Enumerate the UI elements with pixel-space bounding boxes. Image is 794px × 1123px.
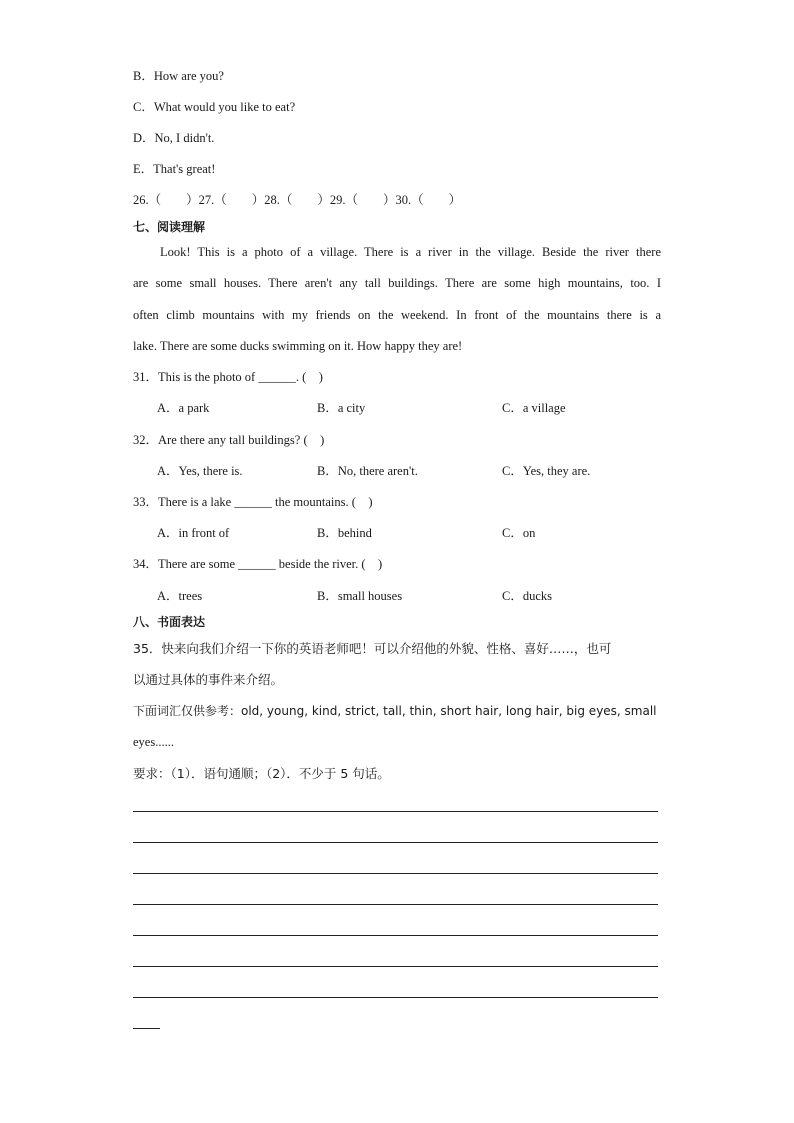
question-31: 31．This is the photo of ______. ( )	[133, 370, 323, 384]
writing-line[interactable]	[133, 873, 658, 874]
passage-line-3: often climb mountains with my friends on the weekend. In front of the mountains there is a	[133, 308, 661, 322]
section-8-title: 八、书面表达	[133, 615, 206, 629]
option-e: E．That's great!	[133, 162, 216, 176]
writing-line[interactable]	[133, 997, 658, 998]
q31-option-a: A．a park	[157, 401, 210, 415]
q34-option-a: A．trees	[157, 589, 203, 603]
passage-line-2: are some small houses. There aren't any tall buildings. There are some high mountains, too. I	[133, 276, 661, 290]
writing-line[interactable]	[133, 842, 658, 843]
vocab-reference-line-1: 下面词汇仅供参考：old, young, kind, strict, tall, thin, short hair, long hair, big eyes, small	[133, 704, 657, 718]
q32-option-a: A．Yes, there is.	[157, 464, 243, 478]
q33-option-a: A．in front of	[157, 526, 230, 540]
writing-line[interactable]	[133, 935, 658, 936]
answer-row: 26.（ ）27.（ ）28.（ ）29.（ ）30.（ ）	[133, 193, 462, 207]
question-32: 32．Are there any tall buildings? ( )	[133, 433, 325, 447]
q32-option-b: B．No, there aren't.	[317, 464, 418, 478]
q34-option-b: B．small houses	[317, 589, 403, 603]
q34-option-c: C．ducks	[502, 589, 553, 603]
option-d: D．No, I didn't.	[133, 131, 215, 145]
writing-prompt-line-2: 以通过具体的事件来介绍。	[133, 672, 284, 687]
q31-option-c: C．a village	[502, 401, 566, 415]
option-c: C．What would you like to eat?	[133, 100, 296, 114]
q32-option-c: C．Yes, they are.	[502, 464, 591, 478]
passage-line-1: Look! This is a photo of a village. There is a river in the village. Beside the river there	[160, 245, 661, 259]
vocab-reference-line-2: eyes......	[133, 735, 174, 749]
q33-option-c: C．on	[502, 526, 536, 540]
question-34: 34．There are some ______ beside the river. ( )	[133, 557, 383, 571]
writing-line[interactable]	[133, 811, 658, 812]
question-33: 33．There is a lake ______ the mountains. ( )	[133, 495, 373, 509]
writing-prompt-line-1: 35．快来向我们介绍一下你的英语老师吧！可以介绍他的外貌、性格、喜好……，也可	[133, 641, 612, 656]
writing-line[interactable]	[133, 966, 658, 967]
q33-option-b: B．behind	[317, 526, 372, 540]
writing-line[interactable]	[133, 904, 658, 905]
section-7-title: 七、阅读理解	[133, 220, 206, 234]
option-b: B．How are you?	[133, 69, 224, 83]
q31-option-b: B．a city	[317, 401, 366, 415]
writing-line-short[interactable]	[133, 1028, 160, 1029]
writing-requirements: 要求：（1）．语句通顺；（2）．不少于 5 句话。	[133, 766, 390, 781]
passage-line-4: lake. There are some ducks swimming on it. How happy they are!	[133, 339, 463, 353]
